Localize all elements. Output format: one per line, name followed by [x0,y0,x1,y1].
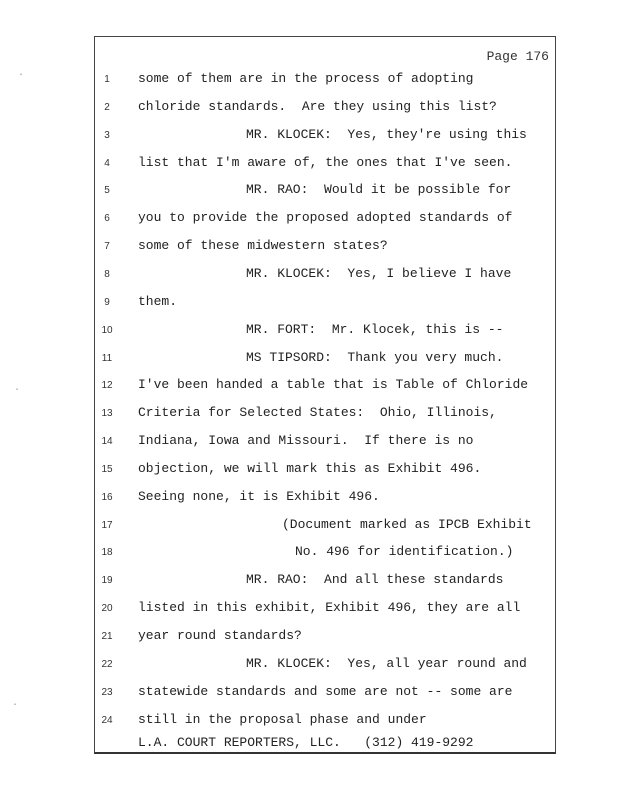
transcript-line [0,628,619,648]
line-number: 13 [101,408,113,420]
line-number: 10 [101,324,113,336]
scan-speck: · [14,385,21,396]
line-number: 11 [101,352,113,364]
line-text: Indiana, Iowa and Missouri. If there is no [138,433,474,449]
line-text: Criteria for Selected States: Ohio, Illinois, [138,405,497,421]
transcript-line [0,489,619,509]
line-number: 7 [104,241,110,253]
line-number: 16 [101,491,113,503]
transcript-line [0,684,619,704]
transcript-line [0,544,619,564]
line-number: 5 [104,185,110,197]
transcript-line [0,238,619,258]
transcript-line [0,71,619,91]
transcript-line [0,517,619,537]
line-text: list that I'm aware of, the ones that I've seen. [138,154,513,170]
line-number: 18 [101,547,113,559]
court-reporter-footer: L.A. COURT REPORTERS, LLC. (312) 419-9292 [138,735,474,750]
line-text: year round standards? [138,628,302,643]
line-number: 19 [101,575,113,587]
line-text: (Document marked as IPCB Exhibit [282,516,532,532]
line-text: statewide standards and some are not -- some are [138,683,513,699]
transcript-line [0,155,619,175]
line-number: 17 [101,519,113,531]
line-text: MR. KLOCEK: Yes, I believe I have [246,265,512,281]
scan-speck: · [12,700,19,711]
transcript-line [0,266,619,286]
line-text: MR. FORT: Mr. Klocek, this is -- [246,321,504,337]
line-text: Seeing none, it is Exhibit 496. [138,488,380,504]
line-text: MS TIPSORD: Thank you very much. [246,349,504,365]
line-number: 24 [101,714,113,726]
transcript-line [0,433,619,453]
transcript-line [0,572,619,592]
line-number: 14 [101,436,113,448]
transcript-line [0,127,619,147]
line-text: still in the proposal phase and under [138,711,427,727]
line-number: 23 [101,686,113,698]
line-text: MR. RAO: And all these standards [246,572,504,588]
transcript-line [0,600,619,620]
line-number: 2 [104,101,110,113]
transcript-line [0,294,619,314]
line-text: chloride standards. Are they using this list? [138,98,497,114]
line-text: some of them are in the process of adopting [138,71,474,86]
transcript-line [0,656,619,676]
line-text: some of these midwestern states? [138,238,388,254]
line-number: 1 [104,74,110,85]
line-number: 6 [104,213,110,225]
transcript-line [0,99,619,119]
transcript-line [0,182,619,202]
line-text: listed in this exhibit, Exhibit 496, they are all [138,600,521,616]
transcript-line [0,350,619,370]
line-text: them. [138,293,178,309]
line-number: 15 [101,463,113,475]
line-number: 20 [101,603,113,615]
line-number: 22 [101,658,113,670]
transcript-line [0,322,619,342]
line-text: you to provide the proposed adopted standards of [138,210,513,226]
line-number: 4 [104,157,110,169]
line-text: MR. KLOCEK: Yes, all year round and [246,655,527,671]
transcript-line [0,377,619,397]
line-number: 21 [101,631,113,642]
page-number-label: Page 176 [486,49,549,64]
line-text: No. 496 for identification.) [295,544,514,560]
transcript-line [0,210,619,230]
line-number: 9 [104,296,110,308]
transcript-line [0,461,619,481]
line-text: MR. KLOCEK: Yes, they're using this [246,126,527,142]
line-number: 3 [104,129,110,141]
line-text: I've been handed a table that is Table of Chloride [138,377,529,393]
scan-speck: · [18,70,25,81]
line-text: MR. RAO: Would it be possible for [246,182,512,198]
transcript-line [0,712,619,732]
line-text: objection, we will mark this as Exhibit 496. [138,460,482,476]
transcript-line [0,405,619,425]
line-number: 12 [101,380,113,392]
line-number: 8 [104,268,110,280]
